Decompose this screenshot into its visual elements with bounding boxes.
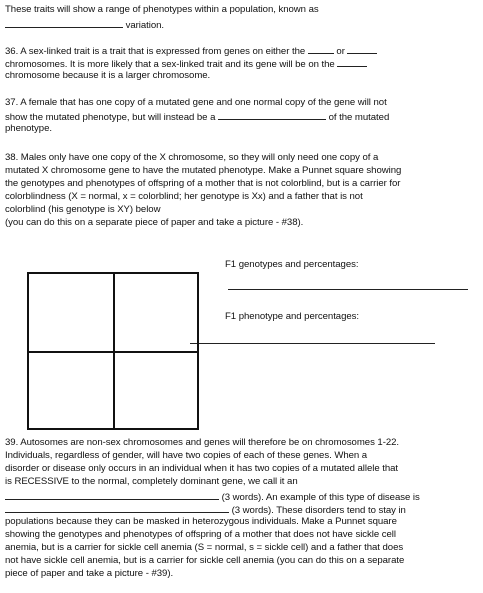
answer-blank[interactable]	[218, 110, 326, 120]
q39-line: (3 words). These disorders tend to stay in	[5, 503, 406, 517]
q38-line: (you can do this on a separate piece of paper and take a picture - #38).	[5, 217, 304, 228]
q37-line: show the mutated phenotype, but will instead be a of the mutated	[5, 112, 390, 123]
q39-line: not have sickle cell anemia, but is a carrier for sickle cell anemia (you can do this on a separate	[5, 555, 405, 566]
f1-genotypes-answer-line[interactable]	[228, 289, 468, 290]
f1-phenotype-answer-line[interactable]	[190, 343, 435, 344]
q38-line: the genotypes and phenotypes of offspring of a mother that is not colorblind, but is a carrier for	[5, 178, 401, 189]
intro-line: variation.	[5, 18, 164, 32]
f1-genotypes-label: F1 genotypes and percentages:	[225, 259, 359, 270]
q39-line: piece of paper and take a picture - #39).	[5, 568, 174, 579]
punnett-square	[27, 272, 199, 430]
q39-line: showing the genotypes and phenotypes of offspring of a mother that does not have sickle cell	[5, 529, 396, 540]
answer-blank[interactable]	[337, 57, 367, 67]
q37-line: phenotype.	[5, 123, 52, 134]
answer-blank[interactable]	[5, 18, 123, 28]
q37-line: 37. A female that has one copy of a mutated gene and one normal copy of the gene will not	[5, 97, 387, 108]
q39-line: Individuals, regardless of gender, will have two copies of each of these genes. When a	[5, 450, 368, 461]
answer-blank[interactable]	[308, 44, 334, 54]
q38-line: colorblind (his genotype is XY) below	[5, 204, 161, 215]
q38-line: mutated X chromosome gene to have the mutated phenotype. Make a Punnet square showing	[5, 165, 402, 176]
answer-blank[interactable]	[5, 503, 229, 513]
intro-line: These traits will show a range of phenotypes within a population, known as	[5, 4, 319, 15]
f1-phenotype-label: F1 phenotype and percentages:	[225, 311, 360, 322]
q39-line: (3 words). An example of this type of disease is	[5, 490, 420, 504]
q36-line: 36. A sex-linked trait is a trait that is expressed from genes on either the or	[5, 44, 377, 58]
q38-line: 38. Males only have one copy of the X chromosome, so they will only need one copy of a	[5, 152, 379, 163]
punnett-divider	[29, 351, 197, 353]
q38-line: colorblindness (X = normal, x = colorblind; her genotype is Xx) and a father that is not	[5, 191, 363, 202]
q39-line: populations because they can be masked in heterozygous individuals. Make a Punnet square	[5, 516, 397, 527]
q39-line: 39. Autosomes are non-sex chromosomes and genes will therefore be on chromosomes 1-22.	[5, 437, 400, 448]
q36-line: chromosome because it is a larger chromosome.	[5, 70, 211, 81]
q39-line: is RECESSIVE to the normal, completely dominant gene, we call it an	[5, 476, 298, 487]
q39-line: disorder or disease only occurs in an individual when it has two copies of a mutated allele that	[5, 463, 399, 474]
q36-line: chromosomes. It is more likely that a sex-linked trait and its gene will be on the	[5, 57, 367, 71]
q39-line: anemia, but is a carrier for sickle cell anemia (S = normal, s = sickle cell) and a father that does	[5, 542, 404, 553]
answer-blank[interactable]	[347, 44, 377, 54]
answer-blank[interactable]	[5, 490, 219, 500]
